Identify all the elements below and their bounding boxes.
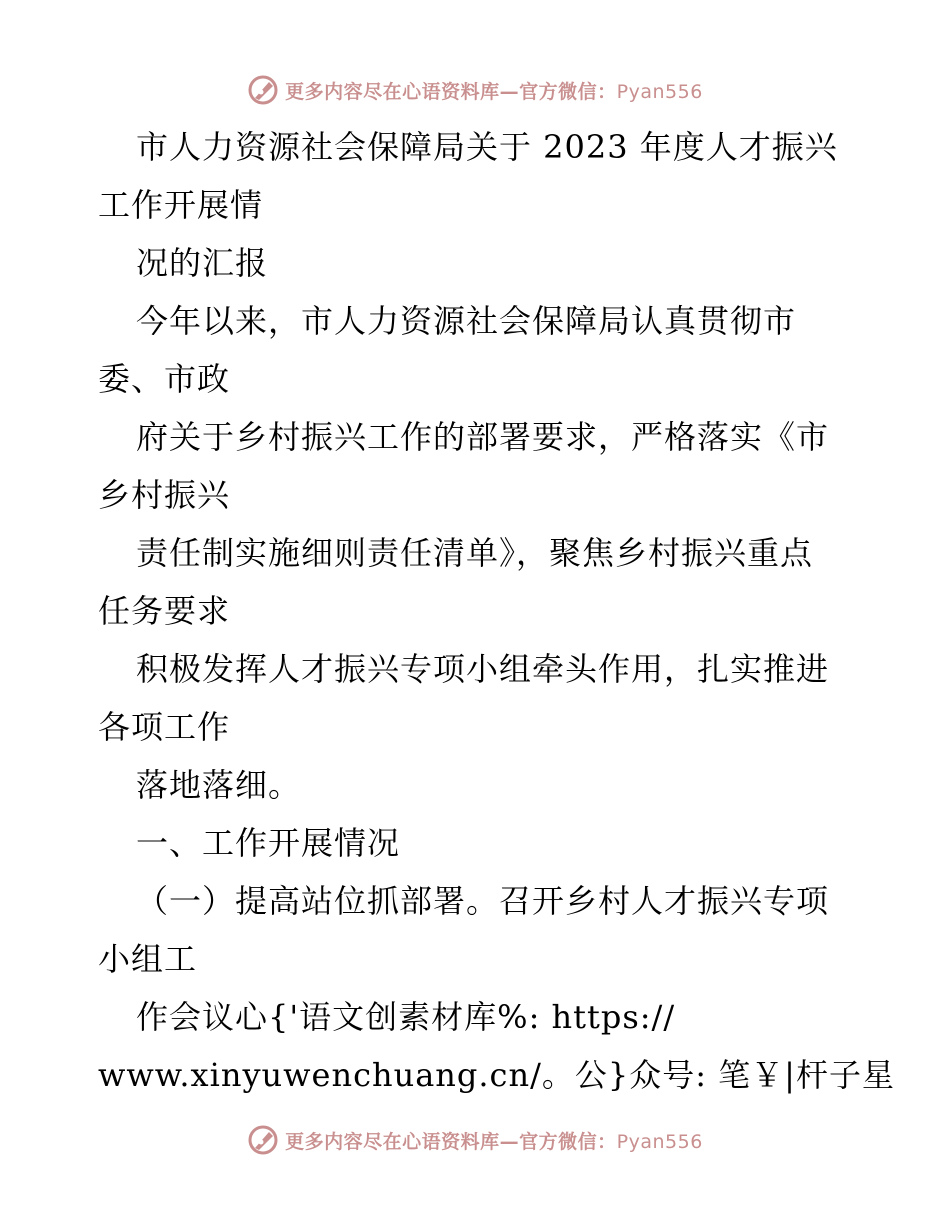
watermark-contact: Pyan556 (616, 80, 703, 103)
pen-logo-icon (247, 74, 279, 106)
text-line: 责任制实施细则责任清单》，聚焦乡村振兴重点 (136, 534, 814, 572)
text-line: 工作开展情 (98, 186, 264, 224)
text-line: 积极发挥人才振兴专项小组牵头作用，扎实推进 (136, 650, 830, 688)
document-body (98, 118, 895, 1104)
pen-logo-icon (247, 1124, 279, 1156)
text-line: 况的汇报 (136, 244, 269, 282)
text-line: 市人力资源社会保障局关于 2023 年度人才振兴 (136, 128, 838, 166)
text-line: 各项工作 (98, 708, 231, 746)
text-line: （一）提高站位抓部署。召开乡村人才振兴专项 (136, 882, 830, 920)
text-line: www.xinyuwenchuang.cn/。公}众号: 笔￥|杆子星 (98, 1056, 895, 1094)
text-line: 乡村振兴 (98, 476, 231, 514)
text-line: 落地落细。 (136, 766, 302, 804)
text-line: 府关于乡村振兴工作的部署要求，严格落实《市 (136, 418, 830, 456)
text-line: 一、工作开展情况 (136, 824, 401, 862)
text-line: 今年以来，市人力资源社会保障局认真贯彻市 (136, 302, 797, 340)
watermark-contact: Pyan556 (616, 1130, 703, 1153)
text-line: 委、市政 (98, 360, 231, 398)
watermark-text: 更多内容尽在心语资料库—官方微信：Pyan556 (285, 1130, 703, 1153)
watermark-header (0, 70, 950, 110)
watermark-footer (0, 1120, 950, 1160)
watermark-text: 更多内容尽在心语资料库—官方微信：Pyan556 (285, 80, 703, 103)
text-line: 小组工 (98, 940, 198, 978)
text-line: 作会议心{'语文创素材库%: https:// (136, 998, 676, 1036)
text-line: 任务要求 (98, 592, 231, 630)
